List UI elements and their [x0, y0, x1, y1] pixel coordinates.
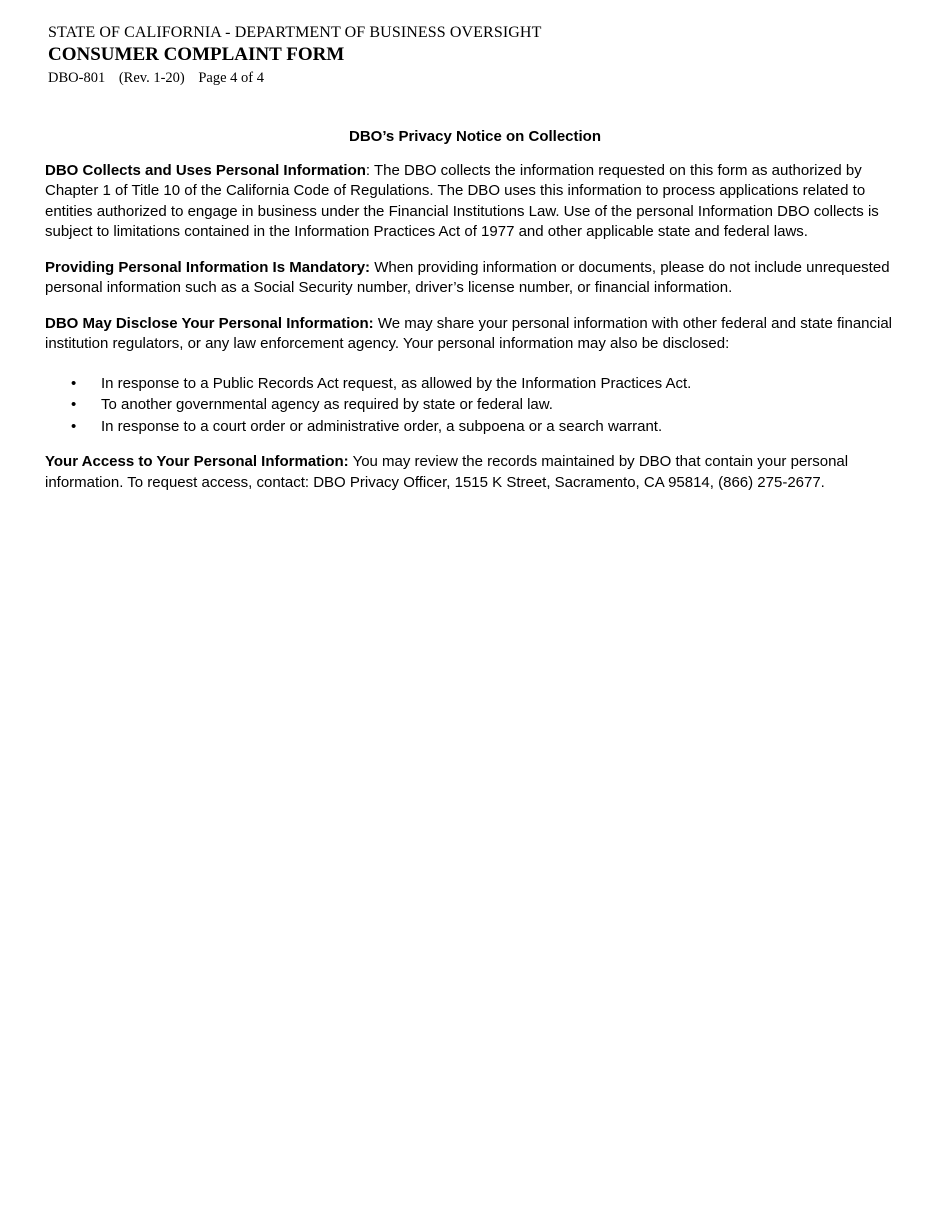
- section-mandatory: [45, 258, 905, 299]
- bullet-icon: •: [71, 396, 77, 413]
- form-number: DBO-801: [48, 70, 106, 86]
- section-heading: Your Access to Your Personal Information:: [45, 453, 349, 470]
- list-item-text: In response to a court order or administrative order, a subpoena or a search warrant.: [101, 417, 663, 435]
- section-collects-uses: [45, 161, 905, 243]
- disclosure-list: [45, 373, 905, 438]
- section-body: When providing information or documents, please do not include unrequested personal information such as a Social Security number, driver’s license number, or financial information.: [45, 258, 890, 296]
- list-item-text: To another governmental agency as required by state or federal law.: [101, 396, 553, 413]
- agency-name: STATE OF CALIFORNIA - DEPARTMENT OF BUSINESS OVERSIGHT: [48, 24, 542, 41]
- section-body: You may review the records maintained by DBO that contain your personal information. To request access, contact: DBO Privacy Officer, 1515 K Street, Sacramento, CA 95814, (866) 275-2677.: [45, 453, 849, 491]
- form-header: [48, 22, 541, 89]
- form-revision: (Rev. 1-20): [118, 70, 185, 86]
- bullet-icon: •: [71, 374, 77, 392]
- bullet-icon: •: [71, 417, 77, 435]
- form-title: CONSUMER COMPLAINT FORM: [48, 44, 345, 65]
- notice-title: DBO’s Privacy Notice on Collection: [348, 128, 601, 145]
- section-heading: Providing Personal Information Is Mandatory:: [45, 258, 371, 276]
- form-meta: [48, 67, 541, 89]
- page-indicator: Page 4 of 4: [198, 70, 264, 86]
- section-heading: DBO Collects and Uses Personal Information: [45, 161, 366, 179]
- section-body: : The DBO collects the information requested on this form as authorized by Chapter 1 of Title 10 of the California Code of Regulations. The DBO uses this information to process applications related to entities authorized to engage in business under the Financial Institutions Law. Use of the personal Information DBO collects is subject to limitations contained in the Information Practices Act of 1977 and other applicable state and federal laws.: [45, 161, 879, 240]
- list-item: [45, 416, 905, 438]
- section-body: We may share your personal information with other federal and state financial institution regulators, or any law enforcement agency. Your personal information may also be disclosed:: [45, 314, 893, 352]
- section-disclose: [45, 314, 905, 355]
- list-item-text: In response to a Public Records Act request, as allowed by the Information Practices Act.: [101, 374, 692, 392]
- list-item: [45, 373, 905, 395]
- list-item: [45, 394, 905, 416]
- section-heading: DBO May Disclose Your Personal Information:: [45, 314, 374, 332]
- privacy-notice: [45, 127, 905, 508]
- section-access: [45, 452, 905, 493]
